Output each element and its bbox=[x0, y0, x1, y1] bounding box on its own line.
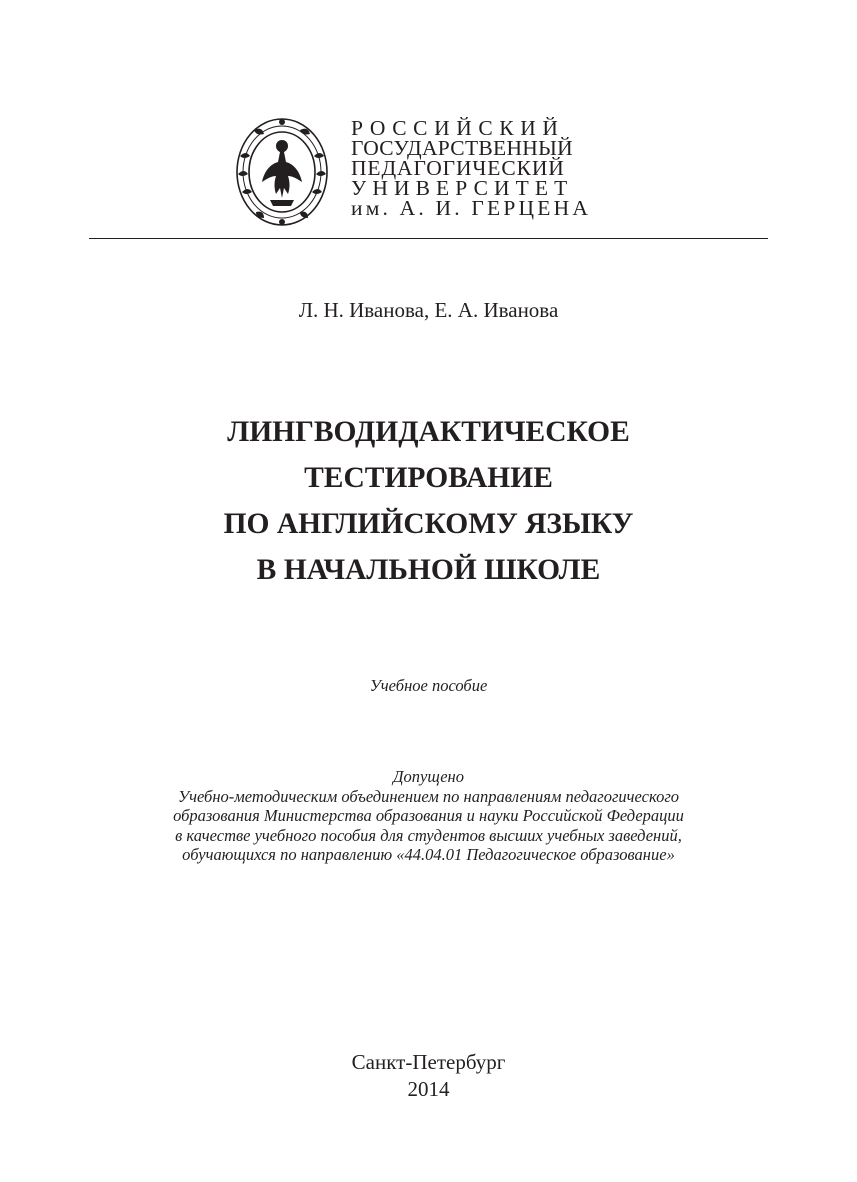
authors: Л. Н. Иванова, Е. А. Иванова bbox=[298, 298, 559, 322]
approval-statement bbox=[0, 767, 857, 865]
title-line: ТЕСТИРОВАНИЕ bbox=[304, 462, 553, 494]
approval-line: обучающихся по направлению «44.04.01 Педагогическое образование» bbox=[182, 845, 675, 864]
header-divider bbox=[89, 238, 768, 239]
publication-city: Санкт-Петербург bbox=[351, 1050, 506, 1074]
title-line: ПО АНГЛИЙСКОМУ ЯЗЫКУ bbox=[223, 508, 634, 540]
university-line: РОССИЙСКИЙ bbox=[351, 116, 565, 140]
approval-line: образования Министерства образования и науки Российской Федерации bbox=[173, 806, 684, 825]
publication-type: Учебное пособие bbox=[369, 676, 488, 695]
title-line: В НАЧАЛЬНОЙ ШКОЛЕ bbox=[256, 554, 601, 586]
approval-line: Допущено bbox=[393, 767, 464, 786]
university-line: УНИВЕРСИТЕТ bbox=[351, 176, 574, 200]
publication-year: 2014 bbox=[407, 1077, 450, 1101]
book-title bbox=[0, 409, 857, 593]
university-name bbox=[351, 118, 611, 218]
title-line: ЛИНГВОДИДАКТИЧЕСКОЕ bbox=[227, 416, 630, 448]
university-line: ГОСУДАРСТВЕННЫЙ bbox=[351, 136, 573, 160]
approval-line: Учебно-методическим объединением по направлениям педагогического bbox=[177, 786, 680, 806]
pelican-emblem-icon bbox=[234, 116, 330, 228]
university-line: ПЕДАГОГИЧЕСКИЙ bbox=[351, 156, 565, 180]
approval-line: в качестве учебного пособия для студентов высших учебных заведений, bbox=[175, 825, 682, 845]
university-line: им. А. И. ГЕРЦЕНА bbox=[351, 196, 592, 220]
